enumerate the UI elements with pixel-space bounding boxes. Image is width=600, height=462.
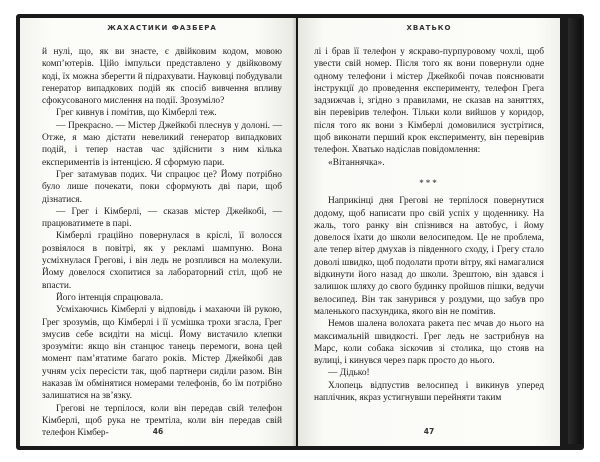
- left-page: [20, 18, 296, 446]
- right-page-text: [314, 46, 544, 404]
- left-page-number: 46: [152, 427, 164, 436]
- paragraph: Грег затамував подих. Чи спрацює це? Йому потрібно було лише почекати, поки сформують дві пари, щоб дізнатися.: [42, 169, 282, 205]
- paragraph: — Дідько!: [328, 368, 370, 379]
- section-break: ***: [419, 177, 439, 188]
- paragraph: Немов шалена волохата ракета пес мчав до нього на максимальній швидкості. Грег ледь не застрибнув на Марс, коли собака зіскочив зі столика, що стояв на вулиці, і кинувся через парк просто до нього.: [314, 319, 544, 367]
- paragraph: Хлопець відпустив велосипед і викинув уперед наплічник, якраз устигнувши перейняти таким: [314, 380, 544, 404]
- left-page-text: [42, 46, 282, 440]
- paragraph: — Прекрасно. — Містер Джейкобі плеснув у долоні. — Отже, я маю дістати невеликий генератор випадкових подій, і тепер настав час здійснити з ним кілька експериментів із інтенцією. Я сформую пари.: [42, 120, 282, 168]
- right-page-number: 47: [423, 427, 435, 436]
- paragraph: Грег кивнув і помітив, що Кімберлі теж.: [56, 108, 217, 119]
- right-page: [298, 18, 560, 446]
- paragraph: Кімберлі граційно повернулася в кріслі, її волосся розвіялося в повітрі, як у рекламі шампуню. Вона усміхнулася Грегові, і він ледь не розплився на молекули. Йому довелося схопитися за лабораторний стіл, щоб не впасти.: [42, 231, 282, 291]
- paragraph: Грегові не терпілося, коли він передав свій телефон Кімберлі, щоб рука не тремтіла, коли він передав свій телефон Кімбер-: [42, 403, 282, 439]
- paragraph: «Вітаннячка».: [328, 157, 385, 168]
- paragraph: лі і брав її телефон у яскраво-пурпуровому чохлі, щоб увести свій номер. Після того як вони повернули одне одному телефони і містер Джейкобі почав пояснювати інструкції до проведення експерименту, телефон Грега задзижчав і, згідно з правилами, не сказав на заняттях, він перевірив телефон. Тільки коли вийшов у коридор, після того як вони з Кімберлі домовилися зустрітися, щоб виконати перший крок експерименту, він перевірив телефон. Хватько надіслав повідомлення:: [314, 47, 544, 156]
- paragraph: й нулі, що, як ви знаєте, є двійковим кодом, мовою комп’ютерів. Ційо імпульси представлено у двійковому коді, їх можна зберегти й підрахувати. Науковці побудували генератор випадкових подій як спосіб вивчення впливу сфокусованого мислення на події. Зрозуміло?: [42, 47, 282, 107]
- paragraph: Наприкінці дня Грегові не терпілося повернутися додому, щоб написати про свій успіх у щоденнику. На жаль, того ранку він спізнився на автобус, і йому довелося їхати до школи велосипедом. Це не проблема, але тепер вітер дмухав із південного сходу, і Грегу стало доволі швидко, щоб подолати проти вітру, які намагалися відкинути його назад до школи. Зрештою, він здався і залишок шляху до свого будинку пройшов пішки, ведучи велосипед. Він так занурився у роздуми, що забув про маленького пасхундика, якого він не помітив.: [314, 196, 544, 317]
- paragraph: Його інтенція спрацювала.: [56, 292, 164, 303]
- paragraph: — Грег і Кімберлі, — сказав містер Джейкобі, — працюватимете в парі.: [42, 206, 282, 230]
- right-running-head: ХВАТЬКО: [406, 24, 452, 32]
- left-running-head: ЖАХАСТИКИ ФАЗБЕРА: [107, 24, 217, 32]
- cover-edge: [568, 18, 582, 444]
- paragraph: Усміхаючись Кімберлі у відповідь і махаючи їй рукою, Грег зрозумів, що Кімберлі і її усмішка трохи згасла, Грег змусив себе всидіти на місці. Йому вистачило клепки зрозуміти: якщо він станцює танець перемоги, вона цей момент пам’ятатиме багато років. Містер Джейкобі дав учням усіх пересісти так, щоб партнери сиділи разом. Він наказав їм обмінятися номерами телефонів, бо їм потрібно залишатися на зв’язку.: [42, 305, 282, 402]
